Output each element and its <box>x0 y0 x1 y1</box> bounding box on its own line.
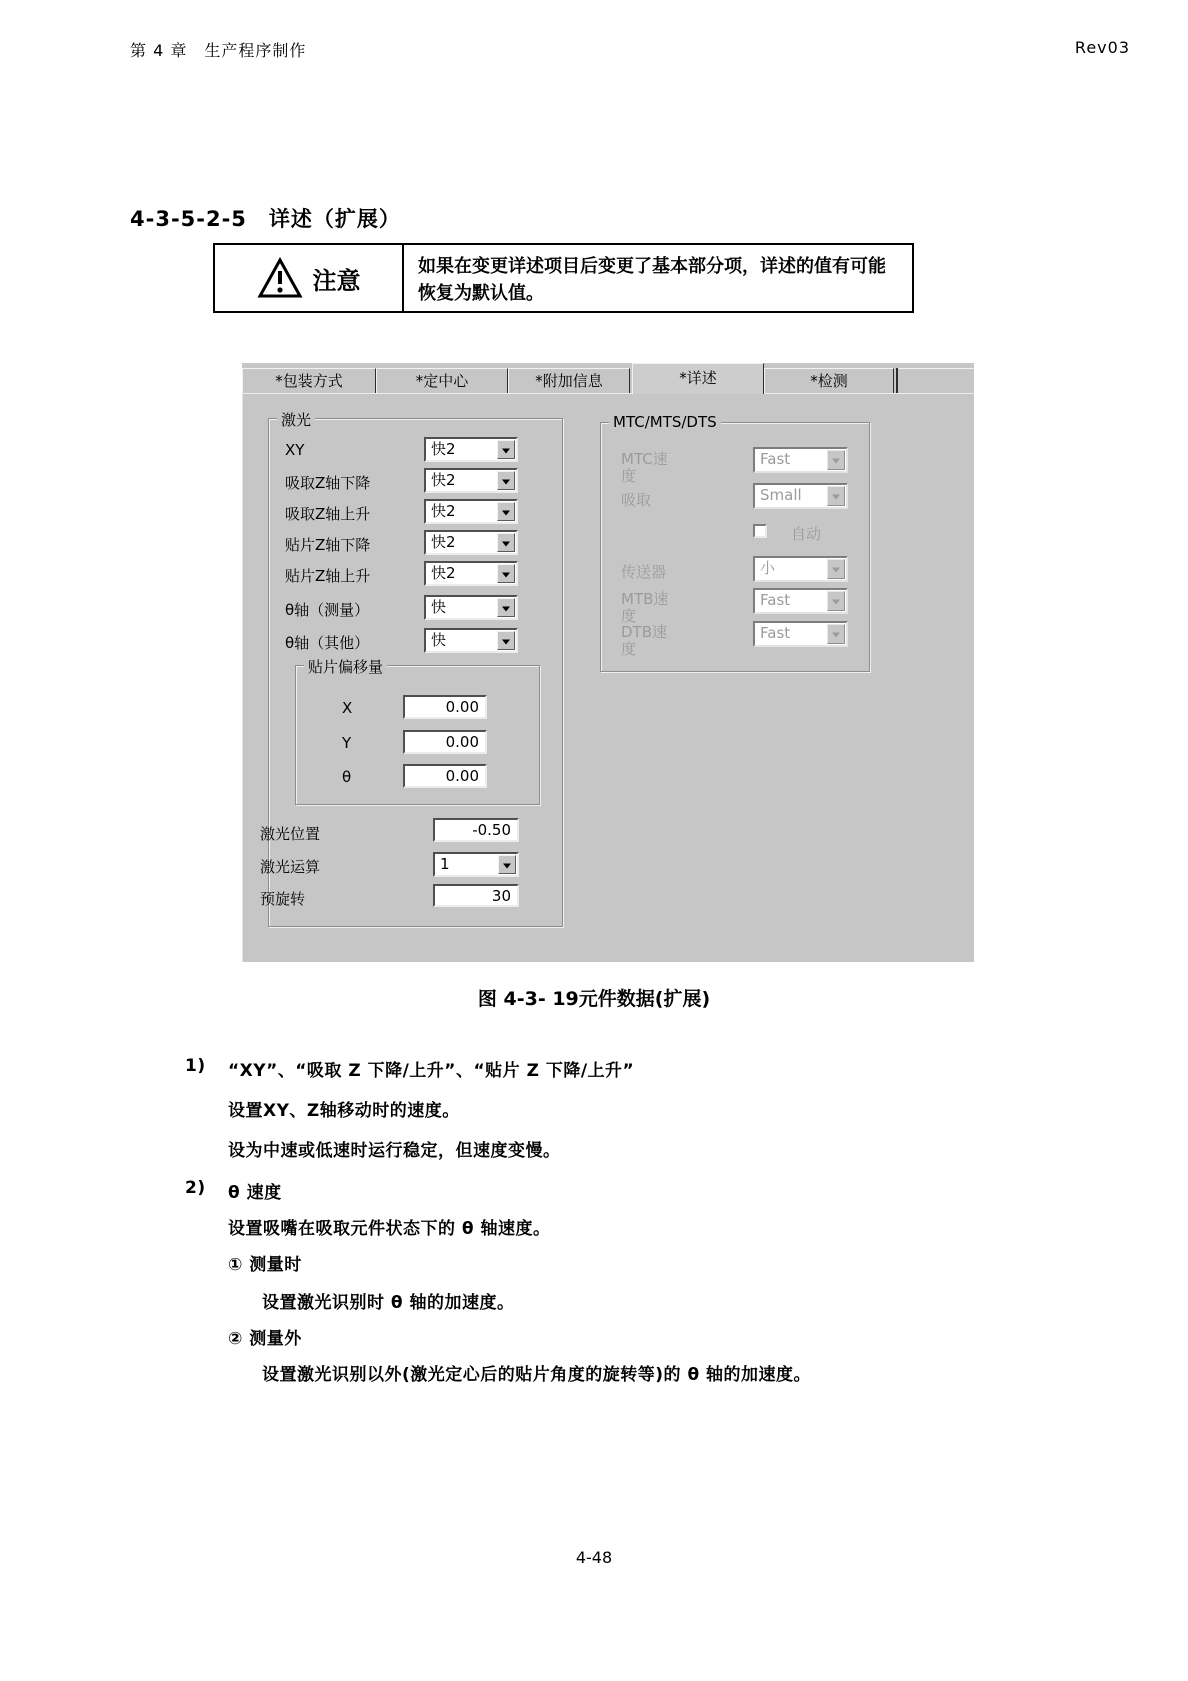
field-pre-rotation[interactable]: 30 <box>433 884 519 907</box>
label-theta-other: θ轴（其他） <box>285 634 370 652</box>
label-mtb-speed: MTB速度 <box>621 590 669 626</box>
note2-sub1-marker: ① 测量时 <box>228 1255 302 1275</box>
label-dtb-speed: DTB速度 <box>621 623 668 659</box>
label-xy: XY <box>285 441 305 459</box>
combo-theta-other-value: 快 <box>431 631 447 649</box>
tab-inspection[interactable]: *检测 <box>764 368 894 393</box>
combo-mtb-speed <box>753 588 848 614</box>
note2-number: 2) <box>185 1178 206 1198</box>
chevron-down-icon <box>827 591 845 611</box>
caution-label-cell <box>215 245 404 311</box>
label-mtc-speed: MTC速度 <box>621 450 668 486</box>
field-offset-theta[interactable]: 0.00 <box>403 764 487 788</box>
field-laser-position[interactable]: -0.50 <box>433 818 519 842</box>
note1-title: “XY”、“吸取 Z 下降/上升”、“贴片 Z 下降/上升” <box>228 1061 635 1081</box>
combo-pick-z-down[interactable] <box>424 468 518 493</box>
chevron-down-icon[interactable] <box>497 564 515 583</box>
label-offset-y: Y <box>342 734 352 752</box>
combo-pick-z-down-value: 快2 <box>431 471 456 489</box>
combo-place-z-down-value: 快2 <box>431 533 456 551</box>
label-offset-x: X <box>342 699 353 717</box>
field-offset-y[interactable]: 0.00 <box>403 730 487 754</box>
page-number: 4-48 <box>575 1548 613 1567</box>
note1-line1: 设置XY、Z轴移动时的速度。 <box>228 1101 460 1121</box>
label-pick-z-up: 吸取Z轴上升 <box>285 505 371 523</box>
page-header-chapter: 第 4 章 生产程序制作 <box>130 41 307 60</box>
label-conveyor: 传送器 <box>621 563 667 581</box>
combo-place-z-up-value: 快2 <box>431 564 456 582</box>
combo-place-z-down[interactable] <box>424 530 518 555</box>
note1-number: 1) <box>185 1056 206 1076</box>
combo-xy[interactable] <box>424 437 518 462</box>
section-title: 4-3-5-2-5 详述（扩展） <box>130 207 401 231</box>
note2-sub1-text: 设置激光识别时 θ 轴的加速度。 <box>262 1293 515 1313</box>
warning-triangle-icon <box>257 257 303 299</box>
field-offset-x[interactable]: 0.00 <box>403 695 487 719</box>
page-header-revision: Rev03 <box>1074 38 1130 57</box>
chevron-down-icon[interactable] <box>497 631 515 650</box>
tab-packing-method[interactable]: *包装方式 <box>242 368 376 393</box>
combo-theta-measure-value: 快 <box>431 598 447 616</box>
combo-mtc-speed-value: Fast <box>760 450 791 468</box>
combo-laser-operation[interactable] <box>433 852 519 877</box>
label-theta-measure: θ轴（测量） <box>285 601 370 619</box>
component-data-dialog <box>242 363 974 962</box>
laser-group-title: 激光 <box>277 409 315 430</box>
figure-caption: 图 4-3- 19元件数据(扩展) <box>477 988 711 1010</box>
note2-sub2-text: 设置激光识别以外(激光定心后的贴片角度的旋转等)的 θ 轴的加速度。 <box>262 1365 812 1385</box>
combo-mtc-speed <box>753 447 848 473</box>
tab-additional-info[interactable]: *附加信息 <box>508 368 630 393</box>
chevron-down-icon[interactable] <box>497 598 515 617</box>
combo-theta-measure[interactable] <box>424 595 518 620</box>
combo-laser-operation-value: 1 <box>440 855 450 873</box>
caution-box <box>213 243 914 313</box>
caution-text: 如果在变更详述项目后变更了基本部分项，详述的值有可能恢复为默认值。 <box>418 256 886 304</box>
combo-xy-value: 快2 <box>431 440 456 458</box>
combo-mtb-speed-value: Fast <box>760 591 791 609</box>
mtc-group-title: MTC/MTS/DTS <box>609 413 721 431</box>
combo-conveyor-value: 小 <box>760 559 776 577</box>
note2-title: θ 速度 <box>228 1183 282 1203</box>
chevron-down-icon[interactable] <box>497 502 515 521</box>
auto-checkbox <box>753 524 767 538</box>
combo-mtc-pick <box>753 483 848 509</box>
tab-strip-rest <box>898 368 974 394</box>
label-laser-position: 激光位置 <box>260 825 321 843</box>
combo-mtc-pick-value: Small <box>760 486 802 504</box>
mtc-mts-dts-group <box>600 413 870 672</box>
tab-details[interactable]: *详述 <box>632 363 764 394</box>
label-mtc-pick: 吸取 <box>621 491 652 509</box>
combo-place-z-up[interactable] <box>424 561 518 586</box>
combo-dtb-speed-value: Fast <box>760 624 791 642</box>
chevron-down-icon[interactable] <box>497 471 515 490</box>
chevron-down-icon[interactable] <box>497 533 515 552</box>
label-auto: 自动 <box>791 525 822 543</box>
label-place-z-down: 贴片Z轴下降 <box>285 536 371 554</box>
chevron-down-icon <box>827 624 845 644</box>
chevron-down-icon <box>827 486 845 506</box>
chevron-down-icon[interactable] <box>498 855 516 874</box>
chevron-down-icon[interactable] <box>497 440 515 459</box>
note2-line1: 设置吸嘴在吸取元件状态下的 θ 轴速度。 <box>228 1219 551 1239</box>
caution-label: 注意 <box>312 266 361 295</box>
combo-pick-z-up-value: 快2 <box>431 502 456 520</box>
chevron-down-icon <box>827 559 845 579</box>
placement-offset-title: 贴片偏移量 <box>304 656 387 677</box>
note1-line2: 设为中速或低速时运行稳定，但速度变慢。 <box>228 1141 561 1161</box>
note2-sub2-marker: ② 测量外 <box>228 1329 302 1349</box>
combo-dtb-speed <box>753 621 848 647</box>
chevron-down-icon <box>827 450 845 470</box>
label-place-z-up: 贴片Z轴上升 <box>285 567 371 585</box>
combo-theta-other[interactable] <box>424 628 518 653</box>
combo-conveyor <box>753 556 848 582</box>
label-pick-z-down: 吸取Z轴下降 <box>285 474 371 492</box>
label-laser-operation: 激光运算 <box>260 858 321 876</box>
label-offset-theta: θ <box>342 768 352 786</box>
label-pre-rotation: 预旋转 <box>260 890 306 908</box>
tab-centering[interactable]: *定中心 <box>376 368 508 393</box>
combo-pick-z-up[interactable] <box>424 499 518 524</box>
